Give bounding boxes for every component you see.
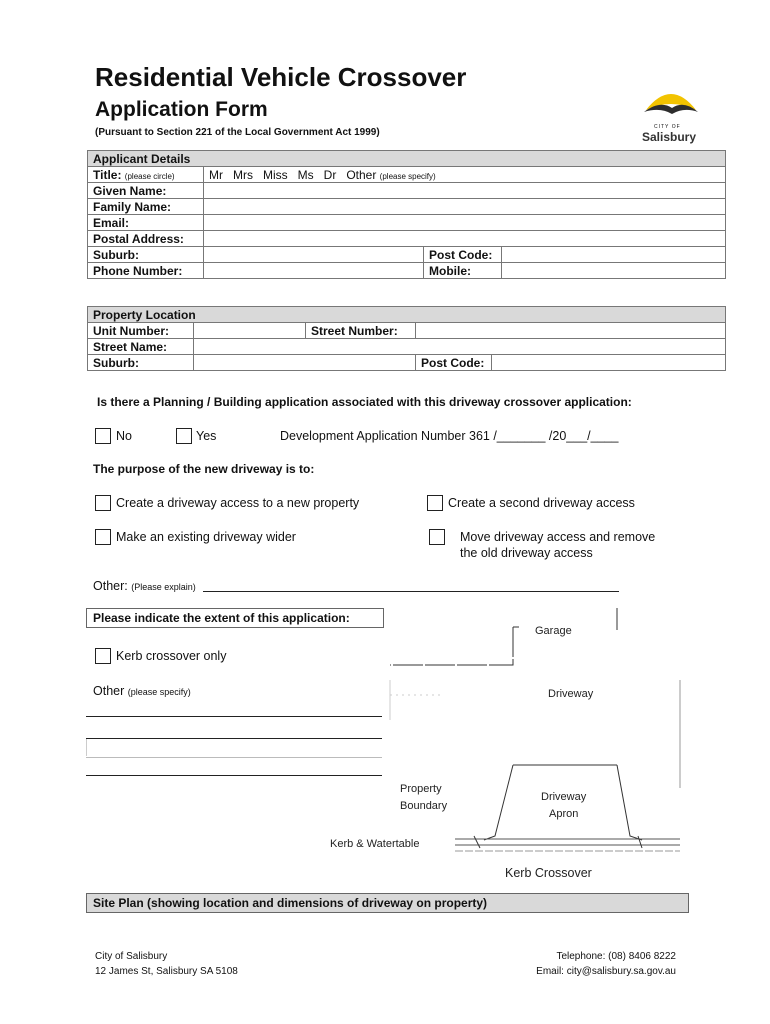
extent-heading: Please indicate the extent of this application:	[86, 608, 384, 628]
street-name-label: Street Name:	[88, 339, 194, 355]
email-label: Email:	[88, 215, 204, 231]
applicant-details-heading: Applicant Details	[88, 151, 726, 167]
phone-number-label: Phone Number:	[88, 263, 204, 279]
footer-org: City of Salisbury	[95, 951, 168, 962]
extent-other-line-1[interactable]	[86, 716, 382, 717]
title-options-field[interactable]: Mr Mrs Miss Ms Dr Other (please specify)	[204, 167, 726, 183]
purpose-question: The purpose of the new driveway is to:	[93, 462, 315, 476]
kerb-watertable-label: Kerb & Watertable	[330, 838, 420, 850]
family-name-field[interactable]	[204, 199, 726, 215]
driveway-label: Driveway	[548, 688, 594, 700]
email-field[interactable]	[204, 215, 726, 231]
kerb-crossover-label: Kerb Crossover	[505, 866, 592, 880]
second-driveway-checkbox[interactable]	[427, 495, 443, 511]
extent-other-label: Other (please specify)	[93, 684, 191, 698]
development-application-number[interactable]: Development Application Number 361 /_______ /20___/____	[280, 429, 619, 443]
unit-number-label: Unit Number:	[88, 323, 194, 339]
street-number-label: Street Number:	[306, 323, 416, 339]
driveway-diagram	[380, 600, 700, 870]
driveway-apron-label-1: Driveway	[541, 791, 587, 803]
extent-other-line-2[interactable]	[86, 738, 382, 739]
extent-other-line-3[interactable]	[86, 757, 382, 758]
suburb-field[interactable]	[204, 247, 424, 263]
suburb-label: Suburb:	[88, 247, 204, 263]
form-title: Residential Vehicle Crossover	[95, 62, 467, 92]
postal-address-label: Postal Address:	[88, 231, 204, 247]
extent-other-divider	[86, 739, 87, 756]
postal-address-field[interactable]	[204, 231, 726, 247]
second-driveway-label: Create a second driveway access	[448, 496, 635, 510]
phone-number-field[interactable]	[204, 263, 424, 279]
post-code-field[interactable]	[502, 247, 726, 263]
purpose-other-label: Other: (Please explain)	[93, 579, 196, 593]
widen-driveway-label: Make an existing driveway wider	[116, 530, 296, 544]
widen-driveway-checkbox[interactable]	[95, 529, 111, 545]
kerb-cut-left	[474, 836, 480, 848]
property-boundary-label-1: Property	[400, 783, 442, 795]
unit-number-field[interactable]	[194, 323, 306, 339]
garage-outline	[390, 627, 513, 665]
no-label: No	[116, 429, 132, 443]
logo-name: Salisbury	[642, 130, 697, 144]
given-name-label: Given Name:	[88, 183, 204, 199]
new-property-access-checkbox[interactable]	[95, 495, 111, 511]
property-suburb-label: Suburb:	[88, 355, 194, 371]
given-name-field[interactable]	[204, 183, 726, 199]
apron-left-edge	[484, 765, 513, 840]
site-plan-heading: Site Plan (showing location and dimensions of driveway on property)	[86, 893, 689, 913]
purpose-other-line[interactable]	[203, 591, 619, 592]
move-driveway-label-line1: Move driveway access and remove	[460, 530, 656, 544]
apron-right-edge	[617, 765, 642, 840]
property-post-code-field[interactable]	[492, 355, 726, 371]
kerb-cut-right	[638, 836, 642, 848]
street-name-field[interactable]	[194, 339, 726, 355]
move-driveway-label-line2: the old driveway access	[460, 546, 593, 560]
footer-address: 12 James St, Salisbury SA 5108	[95, 966, 238, 977]
footer-telephone: Telephone: (08) 8406 8222	[556, 951, 676, 962]
planning-question: Is there a Planning / Building application associated with this driveway crossover application:	[97, 395, 632, 409]
extent-other-line-4[interactable]	[86, 775, 382, 776]
property-location-heading: Property Location	[88, 307, 726, 323]
move-driveway-checkbox[interactable]	[429, 529, 445, 545]
no-checkbox[interactable]	[95, 428, 111, 444]
family-name-label: Family Name:	[88, 199, 204, 215]
footer-right	[536, 949, 676, 979]
post-code-label: Post Code:	[424, 247, 502, 263]
mobile-field[interactable]	[502, 263, 726, 279]
garage-label: Garage	[535, 625, 572, 637]
kerb-crossover-only-label: Kerb crossover only	[116, 649, 227, 663]
mobile-label: Mobile:	[424, 263, 502, 279]
yes-label: Yes	[196, 429, 217, 443]
yes-checkbox[interactable]	[176, 428, 192, 444]
logo-small-text: CITY OF	[654, 124, 681, 130]
property-post-code-label: Post Code:	[416, 355, 492, 371]
kerb-crossover-only-checkbox[interactable]	[95, 648, 111, 664]
property-location-table	[87, 306, 726, 371]
legal-reference: (Pursuant to Section 221 of the Local Government Act 1999)	[95, 127, 380, 138]
footer-left	[95, 949, 238, 979]
property-suburb-field[interactable]	[194, 355, 416, 371]
city-of-salisbury-logo	[636, 80, 706, 146]
form-subtitle-heading: Application Form	[95, 98, 268, 121]
property-boundary-label-2: Boundary	[400, 800, 448, 812]
driveway-apron-label-2: Apron	[549, 808, 579, 820]
applicant-details-table	[87, 150, 726, 279]
street-number-field[interactable]	[416, 323, 726, 339]
title-label: Title: (please circle)	[88, 167, 204, 183]
footer-email[interactable]: Email: city@salisbury.sa.gov.au	[536, 966, 676, 977]
new-property-access-label: Create a driveway access to a new property	[116, 496, 360, 510]
